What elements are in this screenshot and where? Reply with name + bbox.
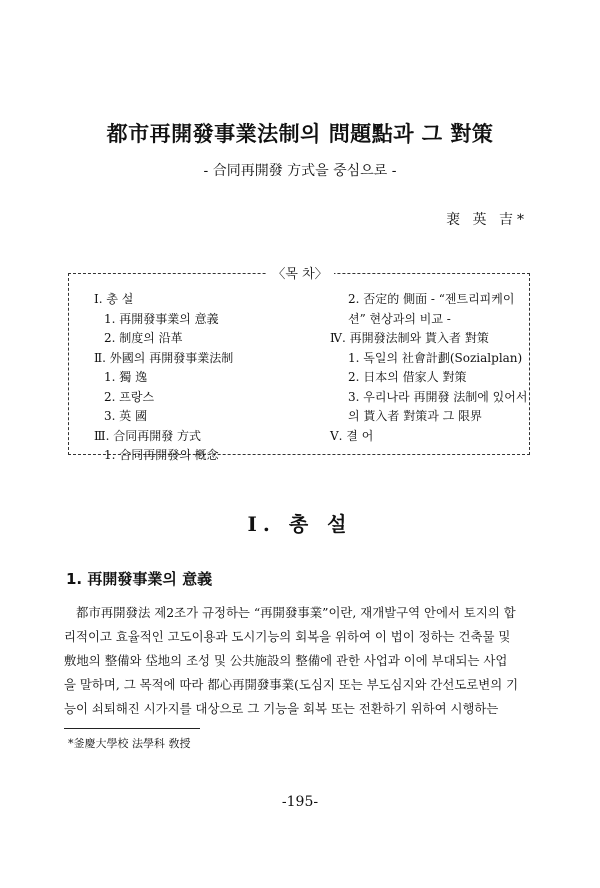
toc-item: Ⅳ. 再開發法制와 貰入者 對策 (330, 331, 489, 345)
body-line: 都市再開發法 제2조가 규정하는 “再開發事業”이란, 재개발구역 안에서 토지의 합 (76, 605, 516, 620)
footnote-divider (64, 728, 200, 729)
toc-item: Ⅰ. 총 설 (94, 292, 134, 306)
toc-item: 2. 프랑스 (104, 389, 155, 404)
toc-item: Ⅱ. 外國의 再開發事業法制 (94, 350, 234, 365)
toc-right-column (330, 290, 530, 446)
body-paragraph (64, 601, 542, 721)
toc-item: 3. 英 國 (104, 409, 148, 423)
page-number: -195- (281, 794, 319, 810)
body-line: 敷地의 整備와 垈地의 조성 및 公共施設의 整備에 관한 사업과 이에 부대되는 사업 (64, 653, 508, 668)
body-line: 을 말하며, 그 목적에 따라 都心再開發事業(도심지 또는 부도심지와 간선도로변의 기 (64, 677, 519, 692)
author-name: 裵 英 吉* (446, 212, 528, 228)
toc-item: Ⅴ. 결 어 (330, 428, 374, 443)
body-line: 능이 쇠퇴해진 시가지를 대상으로 그 기능을 회복 또는 전환하기 위하여 시행하는 (64, 701, 499, 716)
toc-left-column (86, 290, 306, 466)
subsection-heading: 1. 再開發事業의 意義 (66, 570, 213, 588)
paper-subtitle: - 合同再開發 方式을 중심으로 - (203, 163, 397, 179)
toc-heading-label: 〈목 차〉 (266, 267, 333, 282)
toc-heading (0, 263, 600, 282)
toc-item: 1. 再開發事業의 意義 (104, 311, 219, 326)
toc-item: 3. 우리나라 再開發 法制에 있어서 (348, 389, 528, 404)
toc-item: 1. 독일의 社會計劃(Sozialplan) (348, 350, 523, 365)
toc-item: Ⅲ. 合同再開發 方式 (94, 428, 202, 443)
toc-item: 2. 制度의 沿革 (104, 331, 183, 345)
toc-item: 2. 否定的 側面 - “젠트리피케이 (348, 292, 515, 306)
footnote: *釜慶大學校 法學科 敎授 (68, 737, 191, 750)
toc-item: 2. 日本의 借家人 對策 (348, 370, 467, 384)
toc-item: 1. 獨 逸 (104, 370, 148, 384)
paper-title: 都市再開發事業法制의 問題點과 그 對策 (106, 121, 494, 146)
toc-item: 션” 현상과의 비교 - (348, 311, 451, 326)
section-heading: Ⅰ. 총 설 (247, 512, 353, 536)
body-line: 리적이고 효율적인 고도이용과 도시기능의 회복을 위하여 이 법이 정하는 건축물 및 (64, 629, 511, 644)
toc-item: 의 貰入者 對策과 그 限界 (348, 409, 483, 423)
toc-item: 1. 合同再開發의 槪念 (104, 448, 219, 462)
